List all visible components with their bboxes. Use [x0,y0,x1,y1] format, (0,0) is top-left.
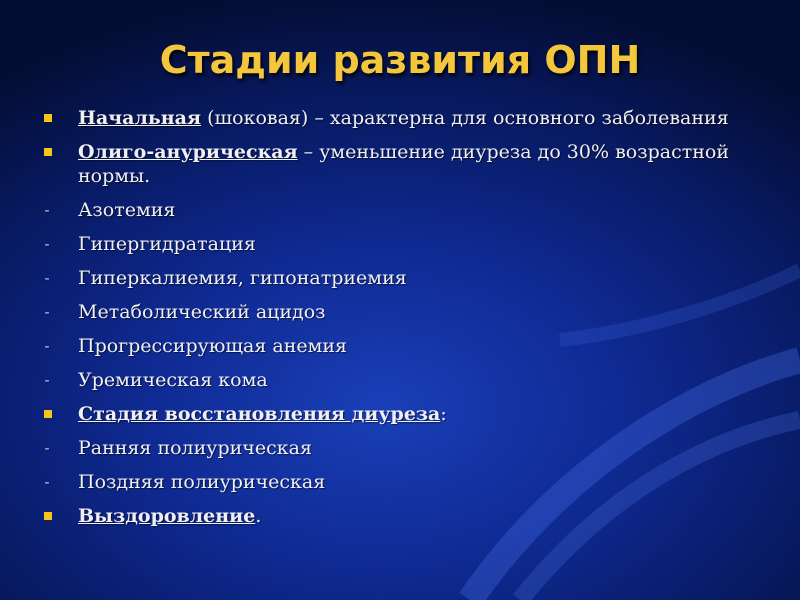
square-bullet-icon [44,512,52,520]
item-text: : [440,403,447,425]
item-text: Метаболический ацидоз [78,301,326,323]
dash-bullet-icon: - [44,269,50,287]
list-item-sub [44,368,784,392]
list-item-bullet [44,106,784,130]
item-text: Уремическая кома [78,369,268,391]
list-item-sub [44,266,784,290]
item-text: Ранняя полиурическая [78,437,312,459]
content-list [44,106,784,538]
item-text: Прогрессирующая анемия [78,335,348,357]
dash-bullet-icon: - [44,303,50,321]
item-text: (шоковая) – характерна для основного заболевания [201,107,729,129]
item-text: Поздняя полиурическая [78,471,326,493]
list-item-bullet [44,504,784,528]
dash-bullet-icon: - [44,473,50,491]
dash-bullet-icon: - [44,235,50,253]
item-heading: Олиго-анурическая [78,141,298,163]
list-item-sub [44,436,784,460]
dash-bullet-icon: - [44,337,50,355]
list-item-sub [44,470,784,494]
item-text: Гипергидратация [78,233,256,255]
slide-title: Стадии развития ОПН [159,38,641,82]
item-text: – уменьшение диуреза до 30% возрастной нормы. [78,141,729,187]
item-heading: Стадия восстановления диуреза [78,403,441,425]
square-bullet-icon [44,114,52,122]
list-item-sub [44,334,784,358]
square-bullet-icon [44,148,52,156]
dash-bullet-icon: - [44,439,50,457]
item-text: Гиперкалиемия, гипонатриемия [78,267,407,289]
item-text: Азотемия [78,199,176,221]
item-heading: Начальная [78,107,202,129]
list-item-bullet [44,140,784,188]
list-item-sub [44,198,784,222]
item-heading: Выздоровление [78,505,256,527]
list-item-bullet [44,402,784,426]
list-item-sub [44,300,784,324]
dash-bullet-icon: - [44,371,50,389]
dash-bullet-icon: - [44,201,50,219]
item-text: . [255,505,262,527]
list-item-sub [44,232,784,256]
square-bullet-icon [44,410,52,418]
